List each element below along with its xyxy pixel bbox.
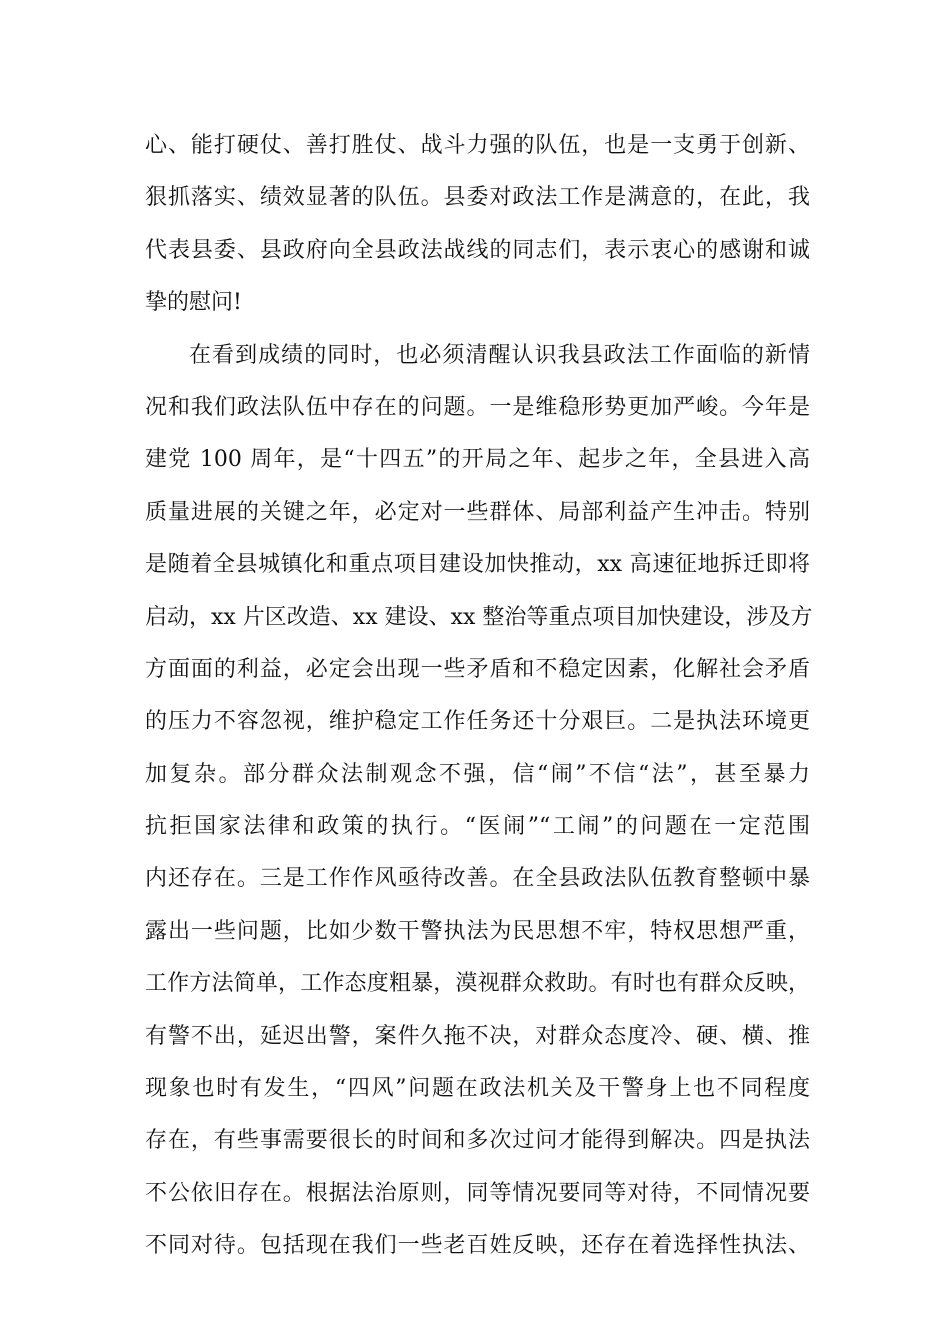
text-line: 狠抓落实、绩效显著的队伍。县委对政法工作是满意的，在此，我	[145, 185, 810, 211]
text-line: 代表县委、县政府向全县政法战线的同志们，表示衷心的感谢和诚	[145, 237, 810, 263]
text-line: 方面面的利益，必定会出现一些矛盾和不稳定因素，化解社会矛盾	[145, 656, 810, 682]
text-line: 的压力不容忽视，维护稳定工作任务还十分艰巨。二是执法环境更	[145, 709, 810, 735]
text-line: 质量进展的关键之年，必定对一些群体、局部利益产生冲击。特别	[145, 499, 810, 525]
text-line: 内还存在。三是工作作风亟待改善。在全县政法队伍教育整顿中暴	[145, 866, 810, 892]
text-line: 在看到成绩的同时，也必须清醒认识我县政法工作面临的新情	[189, 342, 810, 368]
text-line: 抗拒国家法律和政策的执行。“医闹”“工闹”的问题在一定范围	[145, 814, 810, 840]
text-line: 现象也时有发生，“四风”问题在政法机关及干警身上也不同程度	[145, 1076, 810, 1102]
text-line: 加复杂。部分群众法制观念不强，信“闹”不信“法”，甚至暴力	[145, 761, 810, 787]
text-line: 况和我们政法队伍中存在的问题。一是维稳形势更加严峻。今年是	[145, 394, 810, 420]
body-text	[145, 120, 813, 1273]
text-line: 挚的慰问!	[145, 290, 242, 316]
text-line: 有警不出，延迟出警，案件久拖不决，对群众态度冷、硬、横、推	[145, 1023, 810, 1049]
text-line: 不公依旧存在。根据法治原则，同等情况要同等对待，不同情况要	[145, 1180, 810, 1206]
text-line: 是随着全县城镇化和重点项目建设加快推动，xx 高速征地拆迁即将	[145, 552, 810, 578]
text-line: 露出一些问题，比如少数干警执法为民思想不牢，特权思想严重，	[145, 918, 810, 944]
text-line: 建党 100 周年，是“十四五”的开局之年、起步之年，全县进入高	[145, 447, 810, 473]
text-line: 启动，xx 片区改造、xx 建设、xx 整治等重点项目加快建设，涉及方	[145, 604, 813, 630]
text-line: 心、能打硬仗、善打胜仗、战斗力强的队伍，也是一支勇于创新、	[145, 133, 810, 158]
text-line: 工作方法简单，工作态度粗暴，漠视群众救助。有时也有群众反映，	[145, 971, 810, 997]
text-line: 存在，有些事需要很长的时间和多次过问才能得到解决。四是执法	[145, 1128, 810, 1154]
text-line: 不同对待。包括现在我们一些老百姓反映，还存在着选择性执法、	[145, 1233, 810, 1259]
